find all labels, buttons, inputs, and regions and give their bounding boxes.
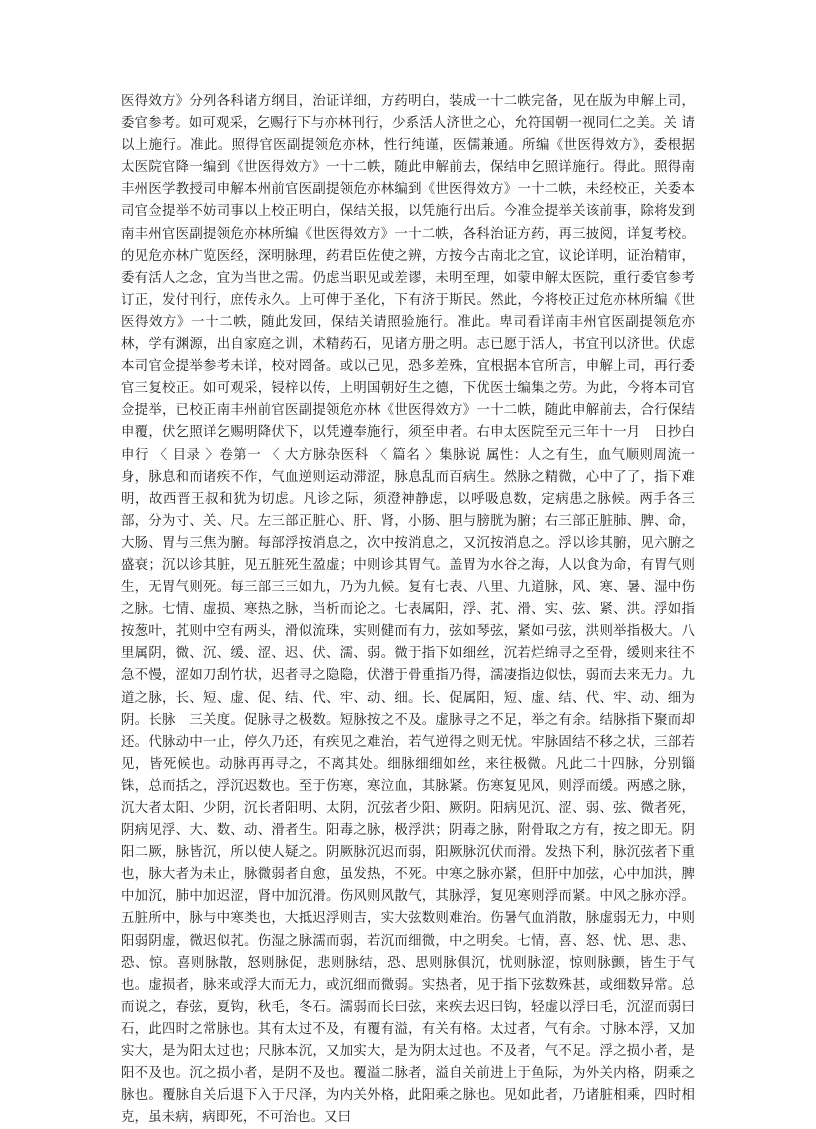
body-text: 医得效方》分列各科诸方纲目，治证详细，方药明白，装成一十二帙完备，见在版为申解上司，委官参考。如可观采，乞赐行下与亦林刊行，少系活人济世之心，允符国朝一视同仁之美。关 请以上施行。准此。照得官医副提领危亦林，性行纯谨，医儒兼通。所编《世医得效方》，委根据太医院官降一编到《世医得效方》一十二帙，随此申解前去，保结申乞照详施行。得此。照得南丰州医学教授司申解本州前官医副提领危亦林编到《世医得效方》一十二帙，未经校正，关委本司官佥提举不妨司事以上校正明白，保结关报，以凭施行出后。今准佥提举关该前事，除将发到南丰州官医副提领危亦林所编《世医得效方》一十二帙，各科治证方药，再三披阅，详复考校。的见危亦林广览医经，深明脉理，药君臣佐使之辨，方按今古南北之宜，议论详明，证治精审，委有活人之念，宜为当世之需。仍虑当职见或差谬，未明至理，如蒙申解太医院，重行委官参考订正，发付刊行，庶传永久。上可俾于圣化，下有济于斯民。然此，今将校正过危亦林所编《世医得效方》一十二帙，随此发回，保结关请照验施行。准此。卑司看详南丰州官医副提领危亦林，学有渊源，出自家庭之训，术精药石，见诸方册之明。志已愿于活人，书宜刊以济世。伏虑本司官佥提举参考未详，校对罔备。或以己见，恐多差殊，宜根据本官所言，申解上司，再行委官三复校正。如可观采，锓梓以传，上明国朝好生之德，下优医士编集之劳。为此，今将本司官佥提举，已校正南丰州前官医副提领危亦林《世医得效方》一十二帙，随此申解前去，合行保结申覆，伏乞照详乞赐明降伏下，以凭遵奉施行，须至申者。右申太医院至元三年十一月 日抄白申行 〈 目录 〉卷第一 〈 大方脉杂医科 〈 篇名 〉集脉说 属性：人之有生，血气顺则周流一身，脉息和而诸疾不作，气血逆则运动滞涩，脉息乱而百病生。然脉之精微，心中了了，指下难明，故西晋王叔和犹为切虑。凡诊之际，须澄神静虑，以呼吸息数，定病患之脉候。两手各三部，分为寸、关、尺。左三部正脏心、肝、肾，小肠、胆与膀胱为腑；右三部正脏肺、脾、命，大肠、胃与三焦为腑。每部浮按消息之，次中按消息之，又沉按消息之。浮以诊其腑，见六腑之盛衰；沉以诊其脏，见五脏死生盈虚；中则诊其胃气。盖胃为水谷之海，人以食为命，有胃气则生，无胃气则死。每三部三三如九，乃为九候。复有七表、八里、九道脉，风、寒、暑、湿中伤之脉。七情、虚损、寒热之脉，当析而论之。七表属阳，浮、芤、滑、实、弦、紧、洪。浮如指按葱叶，芤则中空有两头，滑似流珠，实则健而有力，弦如琴弦，紧如弓弦，洪则举指极大。八里属阴，微、沉、缓、涩、迟、伏、濡、弱。微于指下如细丝，沉若烂绵寻之至骨，缓则来往不急不慢，涩如刀刮竹状，迟者寻之隐隐，伏潜于骨重指乃得，濡凄指边似怯，弱而去来无力。九道之脉，长、短、虚、促、结、代、牢、动、细。长、促属阳，短、虚、结、代、牢、动、细为阴。长脉 三关度。促脉寻之极数。短脉按之不及。虚脉寻之不足，举之有余。结脉指下聚而却还。代脉动中一止，停久乃还，有疾见之难治，若气逆得之则无忧。牢脉固结不移之状，三部若见，皆死候也。动脉再再寻之，不离其处。细脉细细如丝，来往极微。凡此二十四脉，分别锱铢，总而括之，浮沉迟数也。至于伤寒，寒泣血，其脉紧。伤寒复见风，则浮而缓。两感之脉，沉大者太阳、少阴，沉长者阳明、太阴，沉弦者少阳、厥阴。阳病见沉、涩、弱、弦、微者死，阴病见浮、大、数、动、滑者生。阳毒之脉，极浮洪；阴毒之脉，附骨取之方有，按之即无。阴阳二厥，脉皆沉，所以使人疑之。阴厥脉沉迟而弱，阳厥脉沉伏而滑。发热下利，脉沉弦者下重也，脉大者为未止，脉微弱者自愈，虽发热，不死。中寒之脉亦紧，但肝中加弦，心中加洪，脾中加沉，肺中加迟涩，肾中加沉滑。伤风则风散气，其脉浮，复见寒则浮而紧。中风之脉亦浮。五脏所中，脉与中寒类也，大抵迟浮则吉，实大弦数则难治。伤暑气血消散，脉虚弱无力，中则阳弱阴虚，微迟似芤。伤湿之脉濡而弱，若沉而细微，中之明矣。七情，喜、怒、忧、思、悲、恐、惊。喜则脉散，怒则脉促，悲则脉结，恐、思则脉俱沉，忧则脉涩，惊则脉颤，皆生于气也。虚损者，脉来或浮大而无力，或沉细而微弱。实热者，见于指下弦数殊甚，或细数异常。总而说之，春弦，夏钩，秋毛，冬石。濡弱而长曰弦，来疾去迟曰钩，轻虚以浮曰毛，沉涩而弱曰石，此四时之常脉也。其有太过不及，有覆有溢，有关有格。太过者，气有余。寸脉本浮，又加实大，是为阳太过也；尺脉本沉，又加实大，是为阴太过也。不及者，气不足。浮之损小者，是阳不及也。沉之损小者，是阴不及也。覆溢二脉者，溢自关前进上于鱼际，为外关内格，阴乘之脉也。覆脉自关后退下入于尺泽，为内关外格，此阳乘之脉也。见如此者，乃诸脏相乘，四时相克，虽未病，病即死，不可治也。又曰 — [121, 94, 695, 1126]
document-page — [121, 91, 695, 1129]
